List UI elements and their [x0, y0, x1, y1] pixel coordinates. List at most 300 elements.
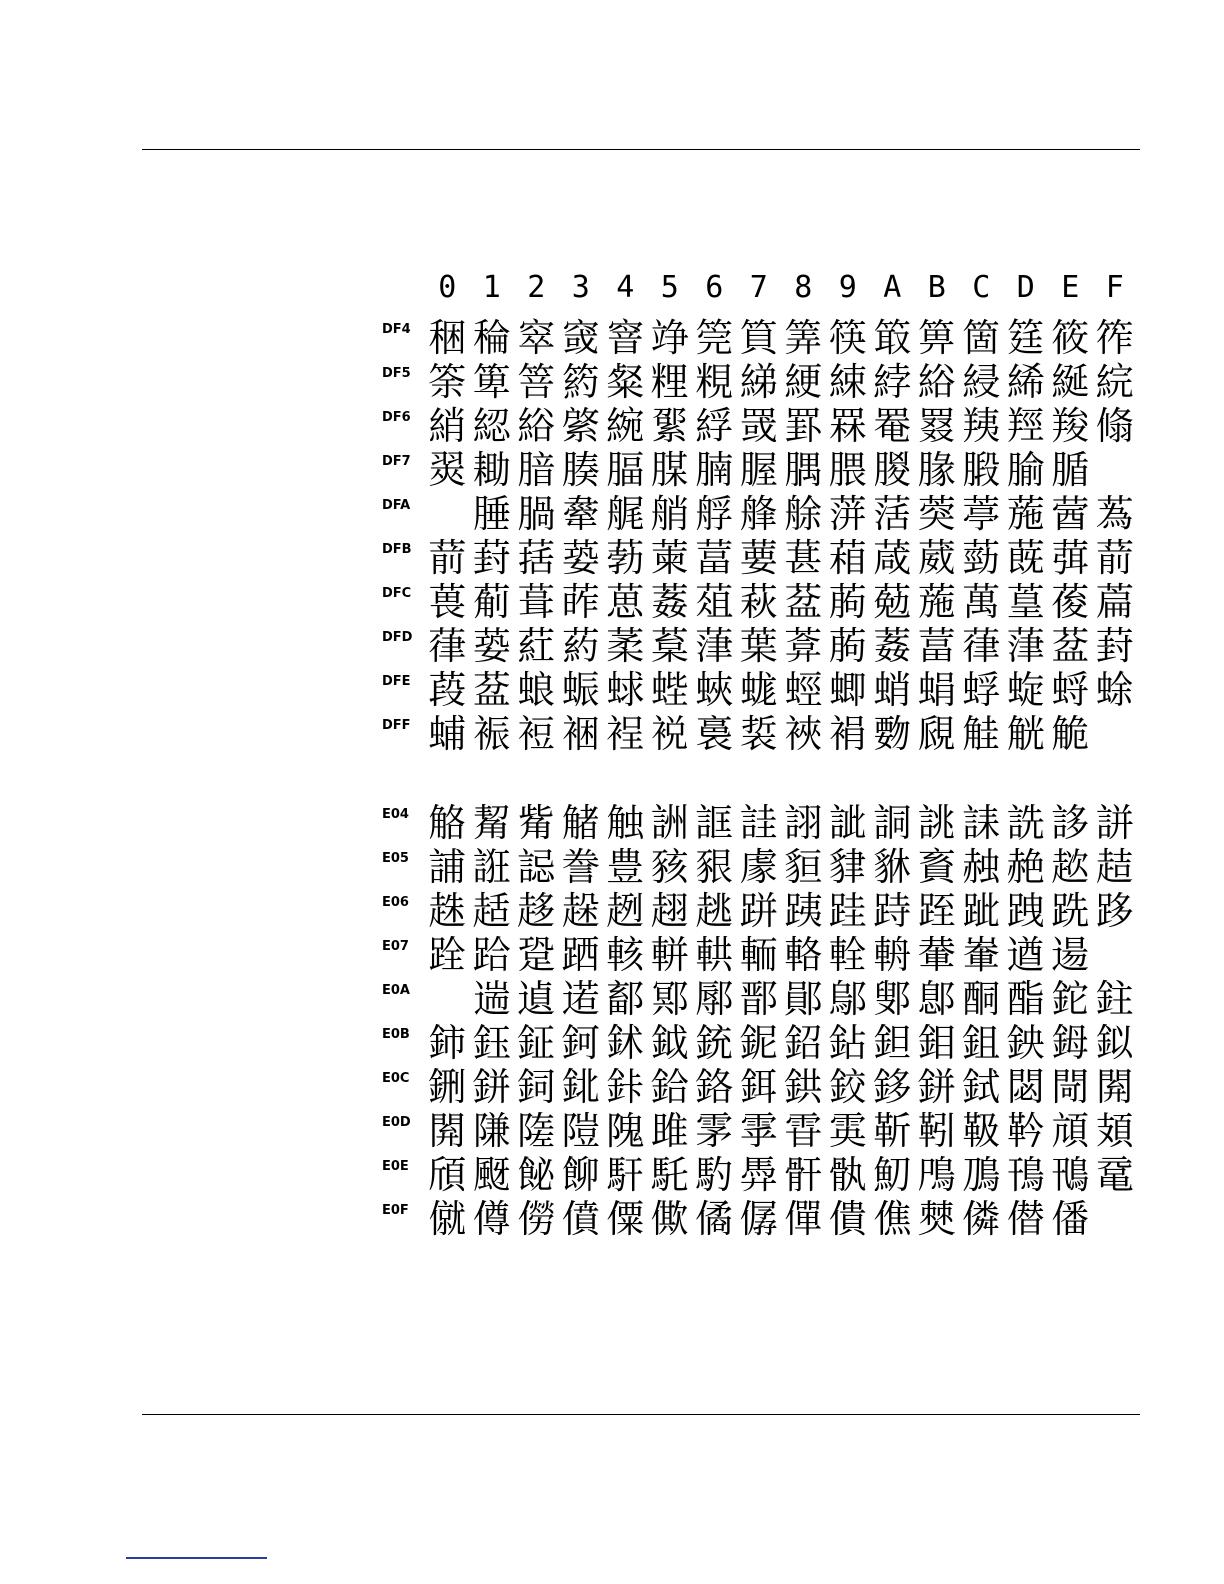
- glyph-cell: 頏: [1051, 1109, 1090, 1153]
- glyph-cell: 跴: [561, 933, 600, 977]
- glyph-cell: 葏: [695, 624, 734, 668]
- glyph-cell: 貄: [828, 845, 867, 889]
- glyph-cell: 葺: [517, 580, 556, 624]
- glyph-cell: 腶: [962, 448, 1001, 492]
- glyph-cell: 靳: [873, 1109, 912, 1153]
- glyph-cell: 跩: [1006, 889, 1045, 933]
- glyph-cell: 萰: [650, 536, 689, 580]
- glyph-cell: 粴: [650, 360, 689, 404]
- code-row: [382, 536, 1142, 580]
- glyph-cell: 雺: [695, 1109, 734, 1153]
- glyph-cell: 趒: [695, 889, 734, 933]
- glyph-cell: 雵: [828, 1109, 867, 1153]
- glyph-cell: 葎: [962, 624, 1001, 668]
- glyph-cell: 窢: [561, 316, 600, 360]
- glyph-cell: 趍: [517, 889, 556, 933]
- glyph-cell: 蛺: [695, 668, 734, 712]
- glyph-cell: 僨: [561, 1197, 600, 1241]
- glyph-cell: 綆: [784, 360, 823, 404]
- glyph-cell: 葪: [472, 580, 511, 624]
- glyph-cell: 裖: [472, 712, 511, 756]
- glyph-cell: 綒: [695, 404, 734, 448]
- glyph-cell: 覛: [917, 712, 956, 756]
- glyph-cell: 鉯: [1095, 1021, 1134, 1065]
- column-header-cell: B: [927, 270, 946, 305]
- glyph-cell: 鄋: [873, 977, 912, 1021]
- glyph-cell: 翛: [1095, 404, 1134, 448]
- code-row: [382, 712, 1142, 756]
- glyph-cell: 鉷: [784, 1065, 823, 1109]
- glyph-cell: 綮: [561, 404, 600, 448]
- glyph-cell: 詡: [784, 801, 823, 845]
- column-header-cell: 1: [482, 270, 501, 305]
- row-label: E04: [382, 807, 409, 822]
- glyph-cell: 誁: [1095, 801, 1134, 845]
- glyph-cell: 裎: [606, 712, 645, 756]
- glyph-cell: 覅: [873, 712, 912, 756]
- glyph-cell: 骫: [828, 1153, 867, 1197]
- code-block: [382, 316, 1142, 756]
- glyph-cell: 鳲: [917, 1153, 956, 1197]
- column-header-cell: 8: [794, 270, 813, 305]
- glyph-cell: 輇: [828, 933, 867, 977]
- glyph-cell: 遒: [1006, 933, 1045, 977]
- glyph-cell: 鳭: [962, 1153, 1001, 1197]
- glyph-cell: 鉶: [428, 1065, 467, 1109]
- column-header-cell: 3: [571, 270, 590, 305]
- glyph-cell: 閜: [1051, 1065, 1090, 1109]
- glyph-cell: 輈: [873, 933, 912, 977]
- glyph-cell: 綤: [650, 404, 689, 448]
- glyph-cell: 綅: [962, 360, 1001, 404]
- glyph-cell: 輀: [739, 933, 778, 977]
- glyph-cell: 鳱: [1006, 1153, 1045, 1197]
- glyph-cell: 葉: [739, 624, 778, 668]
- column-header-cell: A: [883, 270, 902, 305]
- glyph-cell: 誄: [962, 801, 1001, 845]
- glyph-cell: 遄: [472, 977, 511, 1021]
- glyph-cell: 蜁: [1006, 668, 1045, 712]
- glyph-cell: 綖: [1051, 360, 1090, 404]
- glyph-cell: 詷: [873, 801, 912, 845]
- glyph-cell: 赩: [1006, 845, 1045, 889]
- glyph-cell: 鉥: [606, 1021, 645, 1065]
- glyph-cell: 葐: [784, 580, 823, 624]
- glyph-cell: 赨: [962, 845, 1001, 889]
- glyph-cell: 馵: [739, 1153, 778, 1197]
- glyph-cell: 鄍: [650, 977, 689, 1021]
- glyph-cell: 跰: [739, 889, 778, 933]
- glyph-cell: 葍: [695, 536, 734, 580]
- glyph-cell: 綄: [1095, 360, 1134, 404]
- glyph-cell: 跧: [428, 933, 467, 977]
- glyph-cell: 筳: [1006, 316, 1045, 360]
- glyph-cell: 僤: [784, 1197, 823, 1241]
- glyph-cell: 葯: [561, 624, 600, 668]
- column-header-cell: F: [1105, 270, 1124, 305]
- glyph-cell: 跐: [962, 889, 1001, 933]
- glyph-cell: 鄖: [784, 977, 823, 1021]
- glyph-cell: 蜋: [517, 668, 556, 712]
- glyph-cell: 綍: [873, 360, 912, 404]
- glyph-cell: 艅: [784, 492, 823, 536]
- glyph-cell: 腤: [517, 448, 556, 492]
- glyph-cell: 貅: [873, 845, 912, 889]
- glyph-cell: 僳: [606, 1197, 645, 1241]
- glyph-cell: 鄎: [917, 977, 956, 1021]
- glyph-cell: 綩: [606, 404, 645, 448]
- glyph-cell: 葌: [873, 624, 912, 668]
- glyph-cell: 竫: [650, 316, 689, 360]
- glyph-cell: 鉠: [1006, 1021, 1045, 1065]
- glyph-cell: 趓: [561, 889, 600, 933]
- glyph-cell: 葈: [650, 624, 689, 668]
- column-header-cell: 5: [660, 270, 679, 305]
- glyph-cell: 跢: [1095, 889, 1134, 933]
- row-label: DFB: [382, 542, 412, 557]
- glyph-cell: 觰: [561, 801, 600, 845]
- glyph-cell: 腩: [695, 448, 734, 492]
- glyph-cell: 葃: [561, 580, 600, 624]
- glyph-cell: 腛: [739, 448, 778, 492]
- row-label: E0A: [382, 983, 410, 998]
- glyph-cell: 鉦: [517, 1021, 556, 1065]
- glyph-cell: 箃: [873, 316, 912, 360]
- glyph-cell: 蒏: [1051, 492, 1090, 536]
- glyph-cell: 蒍: [1095, 492, 1134, 536]
- glyph-cell: 綌: [517, 404, 556, 448]
- glyph-cell: 蒆: [561, 536, 600, 580]
- glyph-cell: 僬: [873, 1197, 912, 1241]
- row-label: E0F: [382, 1203, 409, 1218]
- glyph-cell: 腠: [561, 448, 600, 492]
- glyph-cell: 鉿: [650, 1065, 689, 1109]
- glyph-cell: 葶: [962, 492, 1001, 536]
- code-row: [382, 933, 1142, 977]
- glyph-cell: 隗: [606, 1109, 645, 1153]
- glyph-cell: 葇: [606, 624, 645, 668]
- row-label: E0C: [382, 1071, 410, 1086]
- glyph-cell: 絺: [1006, 360, 1045, 404]
- footer-link-underline[interactable]: [126, 1557, 267, 1559]
- glyph-cell: 蛸: [873, 668, 912, 712]
- glyph-cell: 罭: [739, 404, 778, 448]
- glyph-cell: 粲: [606, 360, 645, 404]
- glyph-cell: 窨: [606, 316, 645, 360]
- glyph-cell: 葒: [517, 624, 556, 668]
- glyph-cell: 觥: [1006, 712, 1045, 756]
- code-row: [382, 580, 1142, 624]
- glyph-cell: 箹: [561, 360, 600, 404]
- glyph-cell: 鈳: [561, 1021, 600, 1065]
- glyph-cell: 裞: [650, 712, 689, 756]
- glyph-cell: 豥: [650, 845, 689, 889]
- code-row: [382, 801, 1142, 845]
- glyph-cell: 鳵: [1051, 1153, 1090, 1197]
- glyph-cell: 靷: [917, 1109, 956, 1153]
- glyph-cell: 筰: [1095, 316, 1134, 360]
- column-header-cell: E: [1061, 270, 1080, 305]
- code-row: [382, 316, 1142, 360]
- glyph-cell: 隒: [472, 1109, 511, 1153]
- glyph-cell: 罨: [873, 404, 912, 448]
- glyph-cell: 誂: [917, 801, 956, 845]
- glyph-cell: 腡: [517, 492, 556, 536]
- glyph-cell: 葥: [428, 536, 467, 580]
- column-header: [425, 268, 1142, 308]
- row-label: DFC: [382, 586, 412, 601]
- code-row: [382, 977, 1142, 1021]
- glyph-cell: 隑: [561, 1109, 600, 1153]
- glyph-cell: 綈: [739, 360, 778, 404]
- glyph-cell: 閞: [428, 1109, 467, 1153]
- glyph-cell: 蜍: [1095, 668, 1134, 712]
- glyph-cell: 鉈: [1051, 977, 1090, 1021]
- glyph-cell: 僰: [917, 1197, 956, 1241]
- glyph-cell: 葝: [962, 536, 1001, 580]
- glyph-cell: 葑: [1095, 624, 1134, 668]
- glyph-cell: 觟: [962, 712, 1001, 756]
- glyph-cell: 觡: [428, 801, 467, 845]
- glyph-cell: 葸: [606, 580, 645, 624]
- glyph-cell: 葏: [1006, 624, 1045, 668]
- glyph-cell: 綌: [917, 360, 956, 404]
- glyph-cell: 蛶: [1051, 668, 1090, 712]
- glyph-cell: 軿: [650, 933, 689, 977]
- glyph-cell: 鄔: [828, 977, 867, 1021]
- glyph-cell: 艂: [739, 492, 778, 536]
- glyph-cell: 蝍: [828, 668, 867, 712]
- row-label: E0E: [382, 1159, 409, 1174]
- glyph-cell: 艀: [695, 492, 734, 536]
- glyph-cell: 頎: [428, 1153, 467, 1197]
- code-row: [382, 668, 1142, 712]
- code-row: [382, 845, 1142, 889]
- glyph-cell: 葚: [784, 536, 823, 580]
- glyph-cell: 筷: [828, 316, 867, 360]
- glyph-cell: 鼋: [1095, 1153, 1134, 1197]
- glyph-cell: 跮: [917, 889, 956, 933]
- glyph-cell: 靲: [1006, 1109, 1045, 1153]
- code-row: [382, 448, 1142, 492]
- row-label: DFF: [382, 718, 411, 733]
- glyph-cell: 筫: [739, 316, 778, 360]
- glyph-cell: 僓: [828, 1197, 867, 1241]
- glyph-cell: 閟: [1006, 1065, 1045, 1109]
- glyph-cell: 誧: [428, 845, 467, 889]
- glyph-cell: 葨: [428, 580, 467, 624]
- glyph-cell: 葙: [828, 536, 867, 580]
- glyph-cell: 葑: [472, 536, 511, 580]
- code-row: [382, 624, 1142, 668]
- glyph-cell: 腯: [1051, 448, 1090, 492]
- glyph-cell: 雽: [739, 1109, 778, 1153]
- glyph-cell: 葐: [472, 668, 511, 712]
- glyph-cell: 僗: [517, 1197, 556, 1241]
- glyph-cell: 鉲: [606, 1065, 645, 1109]
- glyph-cell: 逽: [561, 977, 600, 1021]
- code-row: [382, 1021, 1142, 1065]
- glyph-cell: 魛: [873, 1153, 912, 1197]
- glyph-cell: 葳: [917, 536, 956, 580]
- glyph-cell: 腷: [606, 448, 645, 492]
- glyph-cell: 鉹: [873, 1065, 912, 1109]
- glyph-cell: 鉼: [472, 1065, 511, 1109]
- row-label: DF7: [382, 454, 411, 469]
- glyph-cell: 粯: [695, 360, 734, 404]
- glyph-cell: 裌: [784, 712, 823, 756]
- top-rule: [142, 149, 1140, 150]
- glyph-cell: 葹: [1006, 492, 1045, 536]
- glyph-cell: 趑: [1051, 845, 1090, 889]
- glyph-cell: 鄐: [606, 977, 645, 1021]
- code-row: [382, 492, 1142, 536]
- code-row: [382, 404, 1142, 448]
- glyph-cell: 貆: [784, 845, 823, 889]
- glyph-cell: 跣: [1051, 889, 1090, 933]
- glyph-cell: 飶: [517, 1153, 556, 1197]
- glyph-cell: 誃: [1051, 801, 1090, 845]
- glyph-cell: 腢: [784, 448, 823, 492]
- glyph-cell: 裐: [828, 712, 867, 756]
- glyph-cell: 酮: [962, 977, 1001, 1021]
- glyph-cell: 罬: [917, 404, 956, 448]
- column-header-cell: 0: [438, 270, 457, 305]
- code-block: [382, 801, 1142, 1241]
- glyph-cell: 鉳: [561, 1065, 600, 1109]
- glyph-cell: 蔇: [1006, 536, 1045, 580]
- glyph-cell: 翜: [428, 448, 467, 492]
- glyph-cell: 誋: [517, 845, 556, 889]
- glyph-cell: 豤: [695, 845, 734, 889]
- glyph-cell: 羠: [962, 404, 1001, 448]
- glyph-cell: 鉺: [739, 1065, 778, 1109]
- glyph-cell: 趎: [428, 889, 467, 933]
- glyph-cell: 賌: [917, 845, 956, 889]
- glyph-cell: 葴: [873, 536, 912, 580]
- glyph-cell: 詶: [650, 801, 689, 845]
- code-row: [382, 1197, 1142, 1241]
- glyph-cell: 酯: [1006, 977, 1045, 1021]
- glyph-cell: 遉: [517, 977, 556, 1021]
- glyph-cell: 耡: [472, 448, 511, 492]
- glyph-cell: 筱: [1051, 316, 1090, 360]
- glyph-cell: 箅: [917, 316, 956, 360]
- glyph-cell: 触: [606, 801, 645, 845]
- glyph-cell: 馰: [695, 1153, 734, 1197]
- glyph-cell: 萿: [873, 492, 912, 536]
- glyph-cell: 葍: [917, 624, 956, 668]
- glyph-cell: 裋: [517, 712, 556, 756]
- column-header-cell: C: [972, 270, 991, 305]
- glyph-cell: 鉽: [962, 1065, 1001, 1109]
- column-header-cell: 4: [616, 270, 635, 305]
- glyph-cell: 萩: [739, 580, 778, 624]
- glyph-cell: 筡: [428, 360, 467, 404]
- glyph-cell: 雎: [650, 1109, 689, 1153]
- row-label: DFD: [382, 630, 413, 645]
- glyph-cell: 僪: [695, 1197, 734, 1241]
- glyph-cell: 鉒: [1095, 977, 1134, 1021]
- row-label: E05: [382, 851, 409, 866]
- glyph-cell: 罧: [828, 404, 867, 448]
- glyph-cell: 綃: [428, 404, 467, 448]
- glyph-cell: 葅: [695, 580, 734, 624]
- glyph-cell: 觤: [1051, 712, 1090, 756]
- glyph-cell: 豦: [739, 845, 778, 889]
- glyph-cell: 鉏: [962, 1021, 1001, 1065]
- glyph-cell: 蜌: [650, 668, 689, 712]
- glyph-cell: 輆: [606, 933, 645, 977]
- glyph-cell: 箄: [472, 360, 511, 404]
- glyph-cell: 葋: [828, 580, 867, 624]
- glyph-cell: 馯: [606, 1153, 645, 1197]
- glyph-cell: 鉆: [828, 1021, 867, 1065]
- row-label: E06: [382, 895, 409, 910]
- glyph-cell: 鈺: [472, 1021, 511, 1065]
- glyph-cell: 朡: [873, 448, 912, 492]
- glyph-cell: 頍: [1095, 1109, 1134, 1153]
- glyph-cell: 僯: [962, 1197, 1001, 1241]
- glyph-cell: 鉭: [873, 1021, 912, 1065]
- glyph-cell: 跫: [517, 933, 556, 977]
- glyph-cell: 僝: [739, 1197, 778, 1241]
- glyph-cell: 窣: [517, 316, 556, 360]
- glyph-cell: 裛: [695, 712, 734, 756]
- glyph-cell: 葋: [828, 624, 867, 668]
- glyph-cell: 鉬: [917, 1021, 956, 1065]
- glyph-cell: 僔: [472, 1197, 511, 1241]
- glyph-cell: 趏: [472, 889, 511, 933]
- row-label: DFE: [382, 674, 411, 689]
- code-row: [382, 1153, 1142, 1197]
- glyph-cell: 閞: [1095, 1065, 1134, 1109]
- glyph-cell: 誑: [472, 845, 511, 889]
- glyph-cell: 逿: [1051, 933, 1090, 977]
- glyph-cell: 腲: [828, 448, 867, 492]
- bottom-rule: [142, 1414, 1140, 1415]
- glyph-cell: 腧: [1006, 448, 1045, 492]
- glyph-cell: 箇: [962, 316, 1001, 360]
- glyph-cell: 骭: [784, 1153, 823, 1197]
- glyph-cell: 鉻: [695, 1065, 734, 1109]
- glyph-cell: 蜅: [428, 712, 467, 756]
- glyph-cell: 艄: [650, 492, 689, 536]
- glyph-cell: 誊: [561, 845, 600, 889]
- column-header-cell: 7: [749, 270, 768, 305]
- glyph-cell: 綛: [472, 404, 511, 448]
- glyph-cell: 蛖: [739, 668, 778, 712]
- glyph-cell: 葰: [1051, 580, 1090, 624]
- glyph-cell: 綀: [828, 360, 867, 404]
- glyph-cell: 腄: [472, 492, 511, 536]
- glyph-cell: 訿: [828, 801, 867, 845]
- glyph-cell: 輁: [695, 933, 734, 977]
- glyph-cell: 罫: [784, 404, 823, 448]
- glyph-cell: 蓱: [828, 492, 867, 536]
- glyph-cell: 稇: [428, 316, 467, 360]
- glyph-cell: 跱: [873, 889, 912, 933]
- glyph-cell: 葞: [1051, 536, 1090, 580]
- glyph-cell: 靸: [962, 1109, 1001, 1153]
- column-header-cell: 2: [527, 270, 546, 305]
- row-label: E0D: [382, 1115, 411, 1130]
- glyph-cell: 鈮: [739, 1021, 778, 1065]
- column-header-cell: D: [1016, 270, 1035, 305]
- code-row: [382, 1109, 1142, 1153]
- glyph-cell: 裍: [561, 712, 600, 756]
- glyph-cell: 跠: [784, 889, 823, 933]
